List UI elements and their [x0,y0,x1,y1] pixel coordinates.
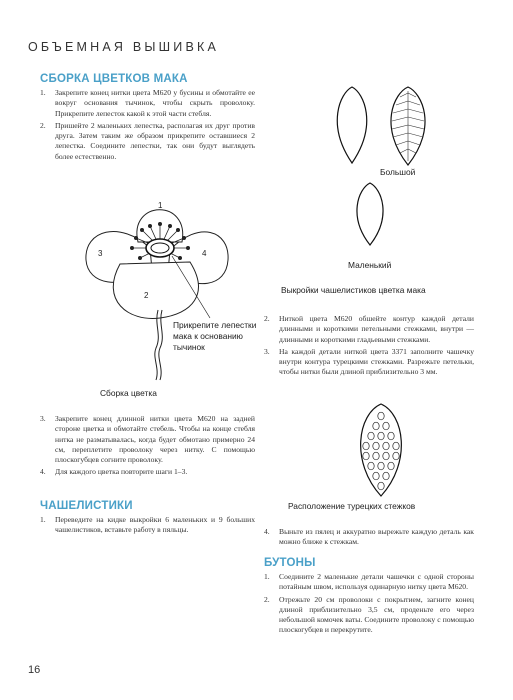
step-text: Соедините 2 маленькие детали чашечки с одной стороны потайным швом, используя одинарную нитку цвета M620. [279,572,474,592]
list-item [40,414,255,465]
section-title-buds: БУТОНЫ [264,557,316,569]
stem [155,310,158,380]
step-number: 4. [264,527,270,536]
list-item [40,121,255,162]
step-text: Ниткой цвета M620 обшейте контур каждой детали длинными и короткими петельными стежками, внутри — длинными и короткими гладьевыми стежками. [279,314,474,344]
step-text: Для каждого цветка повторите шаги 1–3. [55,467,188,477]
assembly-steps-continued [40,414,255,480]
step-number: 1. [264,572,270,581]
turkish-stitch-illustration [346,402,416,498]
running-header: ОБЪЕМНАЯ ВЫШИВКА [28,40,220,54]
sepals-steps-right-2 [264,527,474,550]
step-text: Переведите на кидке выкройки 6 маленьких и 9 больших чашелистиков, вставьте работу в пяльцы. [55,515,255,535]
step-text: На каждой детали ниткой цвета 3371 заполните чашечку внутри контура турецкими стежками. Разрежьте петельки, чтобы нитки были длиной приблизительно 3 мм. [279,346,474,377]
stamen-base [146,239,174,257]
flower-assembly-illustration [80,190,280,400]
label-petal-2: 2 [144,291,149,300]
section-title-assembly: СБОРКА ЦВЕТКОВ МАКА [40,73,188,85]
step-number: 1. [40,515,46,524]
label-petal-1: 1 [158,201,163,210]
step-text: Закрепите конец длинной нитки цвета M620 на задней стороне цветка и обмотайте стебель. Чтобы на конце стебля нитка не разматывалась, когда будет обмотано примерно 24 см, переплетите проволоку через нитку. С помощью плоскогубцев согните проволоку. [55,414,255,465]
section-title-sepals: ЧАШЕЛИСТИКИ [40,500,133,512]
turkish-caption: Расположение турецких стежков [288,501,416,511]
step-number: 2. [40,120,46,130]
label-small: Маленький [348,260,392,270]
list-item [264,347,474,378]
page-number: 16 [28,664,41,676]
list-item [40,88,255,119]
step-number: 1. [40,88,46,97]
label-petal-3: 3 [98,249,103,258]
patterns-caption: Выкройки чашелистиков цветка мака [281,285,426,295]
step-text: Пришейте 2 маленьких лепестка, располагая их друг против друга. Затем таким же образом прикрепите оставшиеся 2 лепестка. Соедините лепестки, так они будут выглядеть более естественно. [55,120,255,161]
step-number: 3. [40,414,46,423]
label-petal-4: 4 [202,249,207,258]
assembly-steps [40,88,255,164]
flower-caption: Сборка цветка [100,388,157,398]
step-number: 2. [264,314,270,323]
step-number: 2. [264,594,270,604]
list-item [40,515,255,536]
list-item [40,467,255,477]
list-item [264,595,474,636]
list-item [264,314,474,345]
step-text: Отрежьте 20 см проволоки с покрытием, загните конец длиной приблизительно 3,5 см, проденьте его через небольшой комочек ваты. Соедините проволоку с помощью плоскогубцев и перекрутите. [279,594,474,635]
step-text: Выньте из пялец и аккуратно вырежьте каждую деталь как можно ближе к стежкам. [279,527,474,547]
sepals-steps-right [264,314,474,380]
buds-steps [264,572,474,638]
step-number: 3. [264,346,270,356]
list-item [264,527,474,548]
step-number: 4. [40,467,46,477]
label-big: Большой [380,167,416,177]
sepal-small-outline [357,183,383,245]
petal-2 [113,262,198,318]
sepal-big-outline [337,87,366,163]
sepals-steps [40,515,255,538]
step-text: Закрепите конец нитки цвета M620 у бусины и обмотайте ее вокруг основания тычинок, чтобы скрыть проволоку. Прикрепите лепесток какой к этой части стебля. [55,88,255,118]
list-item [264,572,474,593]
flower-callout-note: Прикрепите лепестки мака к основанию тычинок [173,320,257,352]
